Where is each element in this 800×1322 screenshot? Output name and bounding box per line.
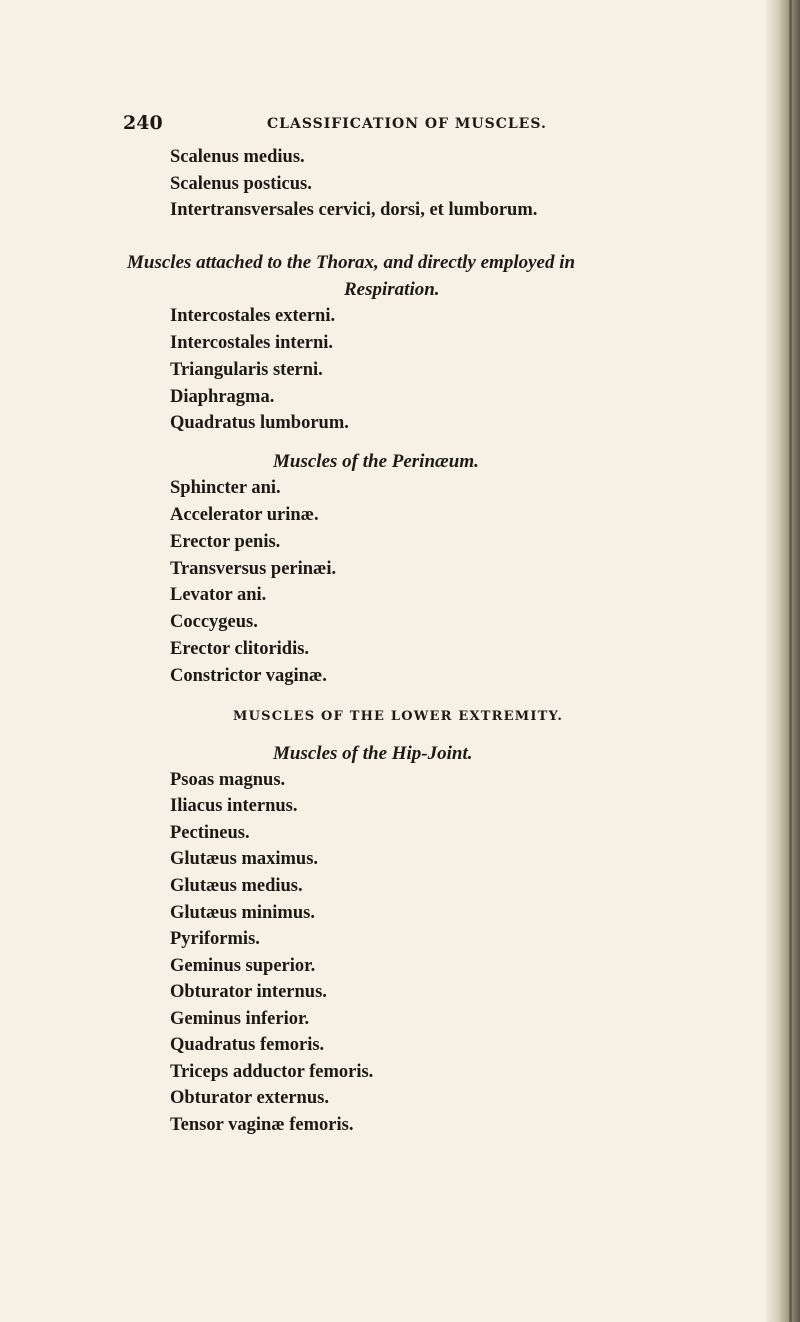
page-edge-line [789, 0, 792, 1322]
list-item: Diaphragma. [170, 387, 275, 407]
list-item: Obturator internus. [170, 982, 327, 1002]
list-item: Triangularis sterni. [170, 360, 323, 380]
list-item: Transversus perinæi. [170, 559, 337, 579]
list-item: Glutæus medius. [170, 876, 303, 896]
list-item: Coccygeus. [170, 612, 258, 632]
list-item: Pyriformis. [170, 929, 260, 949]
list-item: Glutæus minimus. [170, 903, 315, 923]
list-item: Intercostales interni. [170, 333, 334, 353]
list-item: Quadratus femoris. [170, 1035, 325, 1055]
list-item: Scalenus posticus. [170, 174, 312, 194]
list-item: Accelerator urinæ. [170, 505, 319, 525]
list-item: Scalenus medius. [170, 147, 305, 167]
running-head: CLASSIFICATION OF MUSCLES. [267, 116, 547, 132]
list-item: Geminus superior. [170, 956, 316, 976]
list-item: Obturator externus. [170, 1088, 329, 1108]
list-item: Glutæus maximus. [170, 849, 319, 869]
list-item: Intercostales externi. [170, 306, 336, 326]
list-item: Constrictor vaginæ. [170, 666, 327, 686]
list-item: Iliacus internus. [170, 796, 298, 816]
section-heading-lower-extremity: MUSCLES OF THE LOWER EXTREMITY. [233, 709, 564, 724]
list-item: Tensor vaginæ femoris. [170, 1115, 354, 1135]
section-heading-thorax: Muscles attached to the Thorax, and directly employed in [127, 252, 576, 273]
list-item: Geminus inferior. [170, 1009, 310, 1029]
list-item: Erector penis. [170, 532, 281, 552]
list-item: Quadratus lumborum. [170, 413, 349, 433]
page-edge-shadow [766, 0, 800, 1322]
list-item: Psoas magnus. [170, 770, 286, 790]
list-item: Pectineus. [170, 823, 250, 843]
page-header [123, 112, 643, 140]
list-item: Intertransversales cervici, dorsi, et lumborum. [170, 200, 538, 220]
list-item: Triceps adductor femoris. [170, 1062, 374, 1082]
section-heading-perinaeum: Muscles of the Perinæum. [273, 451, 479, 472]
page-number: 240 [123, 112, 163, 134]
section-heading-thorax-cont: Respiration. [344, 279, 440, 300]
list-item: Levator ani. [170, 585, 267, 605]
list-item: Sphincter ani. [170, 478, 281, 498]
list-item: Erector clitoridis. [170, 639, 310, 659]
section-heading-hip-joint: Muscles of the Hip-Joint. [273, 743, 473, 764]
